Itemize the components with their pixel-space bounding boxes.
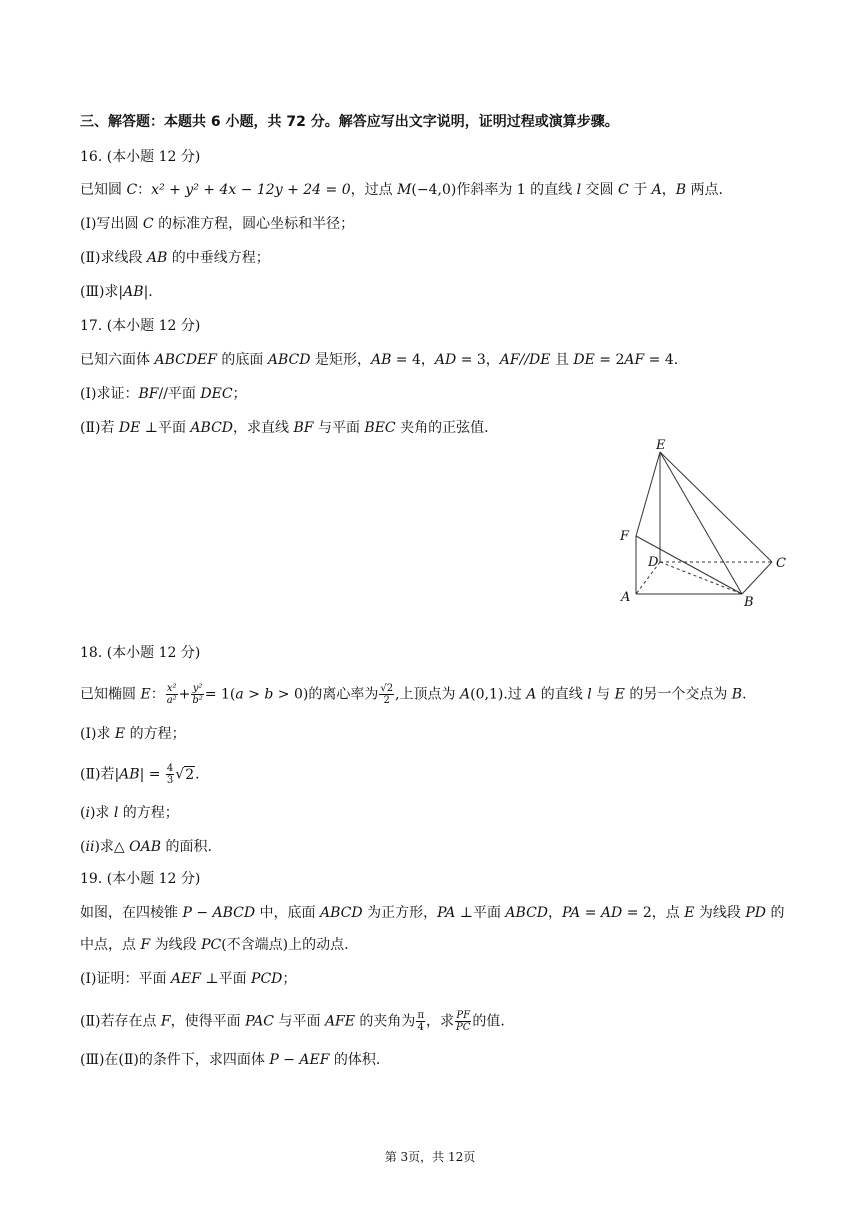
- q17-part2: (Ⅱ)若 DE ⊥平面 ABCD，求直线 BF 与平面 BEC 夹角的正弦值.: [80, 420, 489, 436]
- fraction-four-thirds: $\frac{4}{3}$: [166, 763, 174, 786]
- section-header: 三、解答题：本题共 6 小题，共 72 分。解答应写出文字说明，证明过程或演算步骤。: [80, 114, 619, 130]
- q19-title: 19. (本小题 12 分): [80, 871, 201, 887]
- q19-part2: (Ⅱ)若存在点 F，使得平面 PAC 与平面 AFE 的夹角为 $\frac{\pi}{4}$ ，求 $\frac{PF}{PC}$ 的值.: [80, 1010, 505, 1033]
- page-footer: 第 3页，共 12页: [384, 1150, 476, 1164]
- q19-part3: (Ⅲ)在(Ⅱ)的条件下，求四面体 P − AEF 的体积.: [80, 1052, 381, 1068]
- q19-stem-line2: 中点，点 F 为线段 PC(不含端点)上的动点.: [80, 937, 349, 953]
- q18-sub2: (ii)求△ OAB 的面积.: [80, 839, 212, 855]
- label-b: B: [744, 595, 754, 610]
- q16-part1: (Ⅰ)写出圆 C 的标准方程，圆心坐标和半径；: [80, 216, 355, 232]
- edge-eb: [660, 452, 742, 594]
- fraction-x: $\frac{\text{x²}}{\text{a²}}$: [166, 683, 177, 706]
- q17-part1: (Ⅰ)求证：BF//平面 DEC；: [80, 386, 247, 402]
- fraction-pf-pc: $\frac{PF}{PC}$: [456, 1010, 471, 1033]
- edge-bc: [742, 562, 772, 594]
- q18-part1: (Ⅰ)求 E 的方程；: [80, 726, 186, 742]
- q18-sub1: (i)求 l 的方程；: [80, 805, 179, 821]
- q19-part1: (Ⅰ)证明：平面 AEF ⊥平面 PCD；: [80, 971, 297, 987]
- q18-title: 18. (本小题 12 分): [80, 645, 201, 661]
- edge-db: [660, 562, 742, 594]
- label-c: C: [776, 556, 786, 571]
- fraction-eccentricity: $\frac{√2}{2}$: [380, 683, 394, 706]
- q16-stem: 已知圆 C：x² + y² + 4x − 12y + 24 = 0，过点 M(−4,0)作斜率为 1 的直线 l 交圆 C 于 A，B 两点.: [80, 182, 723, 198]
- hexahedron-figure: [612, 436, 792, 612]
- edge-ec: [660, 452, 772, 562]
- q16-part3: (Ⅲ)求|AB|.: [80, 284, 153, 300]
- fraction-pi-over-four: $\frac{\pi}{4}$: [417, 1010, 425, 1033]
- q17-title: 17. (本小题 12 分): [80, 318, 201, 334]
- q16-title: 16. (本小题 12 分): [80, 149, 201, 165]
- label-f: F: [620, 529, 630, 544]
- fraction-y: $\frac{\text{y²}}{\text{b²}}$: [192, 683, 203, 706]
- q18-stem: 已知椭圆 E： $\frac{\text{x²}}{\text{a²}}$ + $\frac{\text{y²}}{\text{b²}}$ = 1(a > b > 0)的离心率为 $\frac{√2}{2}$ ,上顶点为 A(0,1).过 A 的直线 l 与 E 的另一个交点为 B.: [80, 683, 747, 706]
- label-e: E: [656, 438, 666, 453]
- q18-part2: (Ⅱ)若|AB| = $\frac{4}{3}$ √2.: [80, 763, 200, 786]
- q17-stem: 已知六面体 ABCDEF 的底面 ABCD 是矩形，AB = 4，AD = 3，AF//DE 且 DE = 2AF = 4.: [80, 352, 679, 368]
- label-d: D: [648, 555, 659, 570]
- q16-part2: (Ⅱ)求线段 AB 的中垂线方程；: [80, 250, 270, 266]
- edge-ef: [636, 452, 660, 536]
- label-a: A: [621, 590, 631, 605]
- q19-stem-line1: 如图，在四棱锥 P − ABCD 中，底面 ABCD 为正方形，PA ⊥平面 ABCD，PA = AD = 2，点 E 为线段 PD 的: [80, 905, 785, 921]
